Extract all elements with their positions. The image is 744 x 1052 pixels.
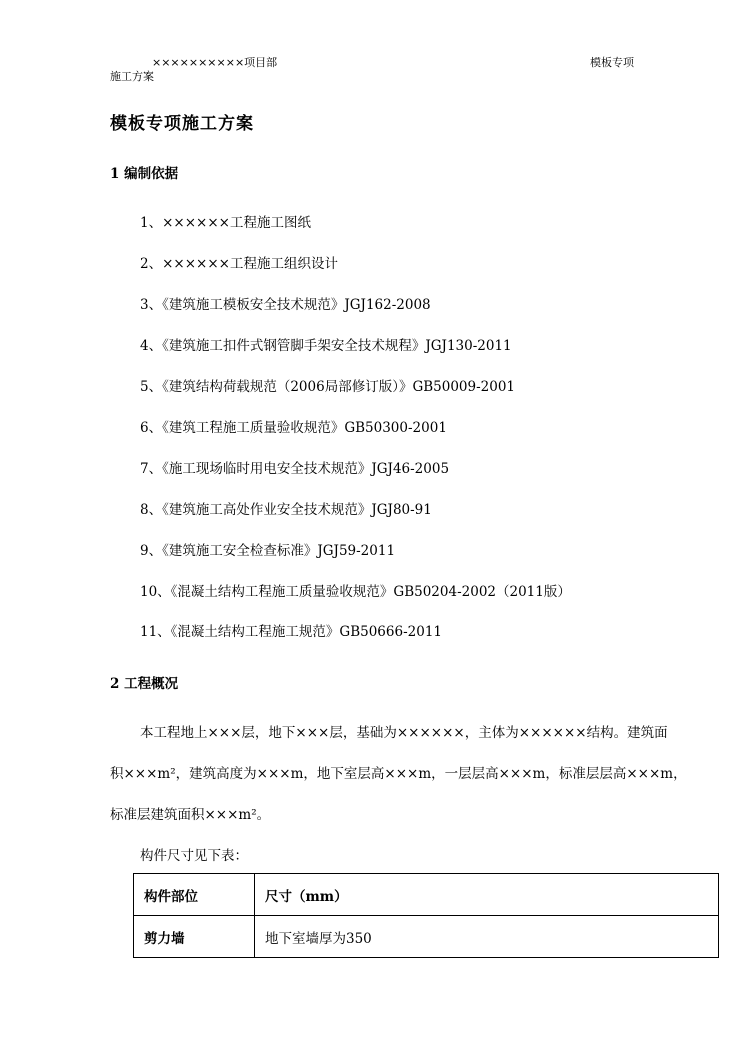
reference-item: 5、《建筑结构荷载规范（2006局部修订版）》GB50009-2001: [140, 379, 516, 395]
reference-item: 7、《施工现场临时用电安全技术规范》JGJ46-2005: [140, 461, 450, 477]
table-cell: 地下室墙厚为350: [255, 916, 719, 958]
page-title: 模板专项施工方案: [110, 114, 254, 134]
overview-line: 积×××m²，建筑高度为×××m，地下室层高×××m，一层层高×××m，标准层层高×××m，: [110, 766, 687, 782]
table-intro: 构件尺寸见下表：: [140, 848, 248, 864]
table-cell: 剪力墙: [134, 916, 255, 958]
header-doc-title-cont: 施工方案: [110, 70, 154, 83]
component-size-table: [133, 873, 719, 958]
reference-item: 11、《混凝土结构工程施工规范》GB50666-2011: [140, 624, 442, 640]
header-project: ××××××××××项目部: [152, 56, 278, 69]
reference-item: 10、《混凝土结构工程施工质量验收规范》GB50204-2002（2011版）: [140, 584, 571, 600]
table-header-cell: 构件部位: [134, 874, 255, 916]
reference-item: 4、《建筑施工扣件式钢管脚手架安全技术规程》JGJ130-2011: [140, 338, 512, 354]
reference-item: 9、《建筑施工安全检查标准》JGJ59-2011: [140, 543, 396, 559]
overview-line: 标准层建筑面积×××m²。: [110, 807, 271, 823]
reference-item: 1、××××××工程施工图纸: [140, 215, 311, 231]
reference-item: 3、《建筑施工模板安全技术规范》JGJ162-2008: [140, 297, 431, 313]
table-header-row: [134, 874, 719, 916]
reference-item: 2、××××××工程施工组织设计: [140, 256, 338, 272]
header-doc-title: 模板专项: [590, 56, 634, 69]
section-heading-overview: 2 工程概况: [110, 676, 179, 692]
overview-line: 本工程地上×××层，地下×××层，基础为××××××，主体为××××××结构。建筑面: [140, 725, 668, 741]
reference-item: 6、《建筑工程施工质量验收规范》GB50300-2001: [140, 420, 447, 436]
table-header-cell: 尺寸（mm）: [255, 874, 719, 916]
section-heading-basis: 1 编制依据: [110, 166, 179, 182]
reference-item: 8、《建筑施工高处作业安全技术规范》JGJ80-91: [140, 502, 432, 518]
table-row: [134, 916, 719, 958]
